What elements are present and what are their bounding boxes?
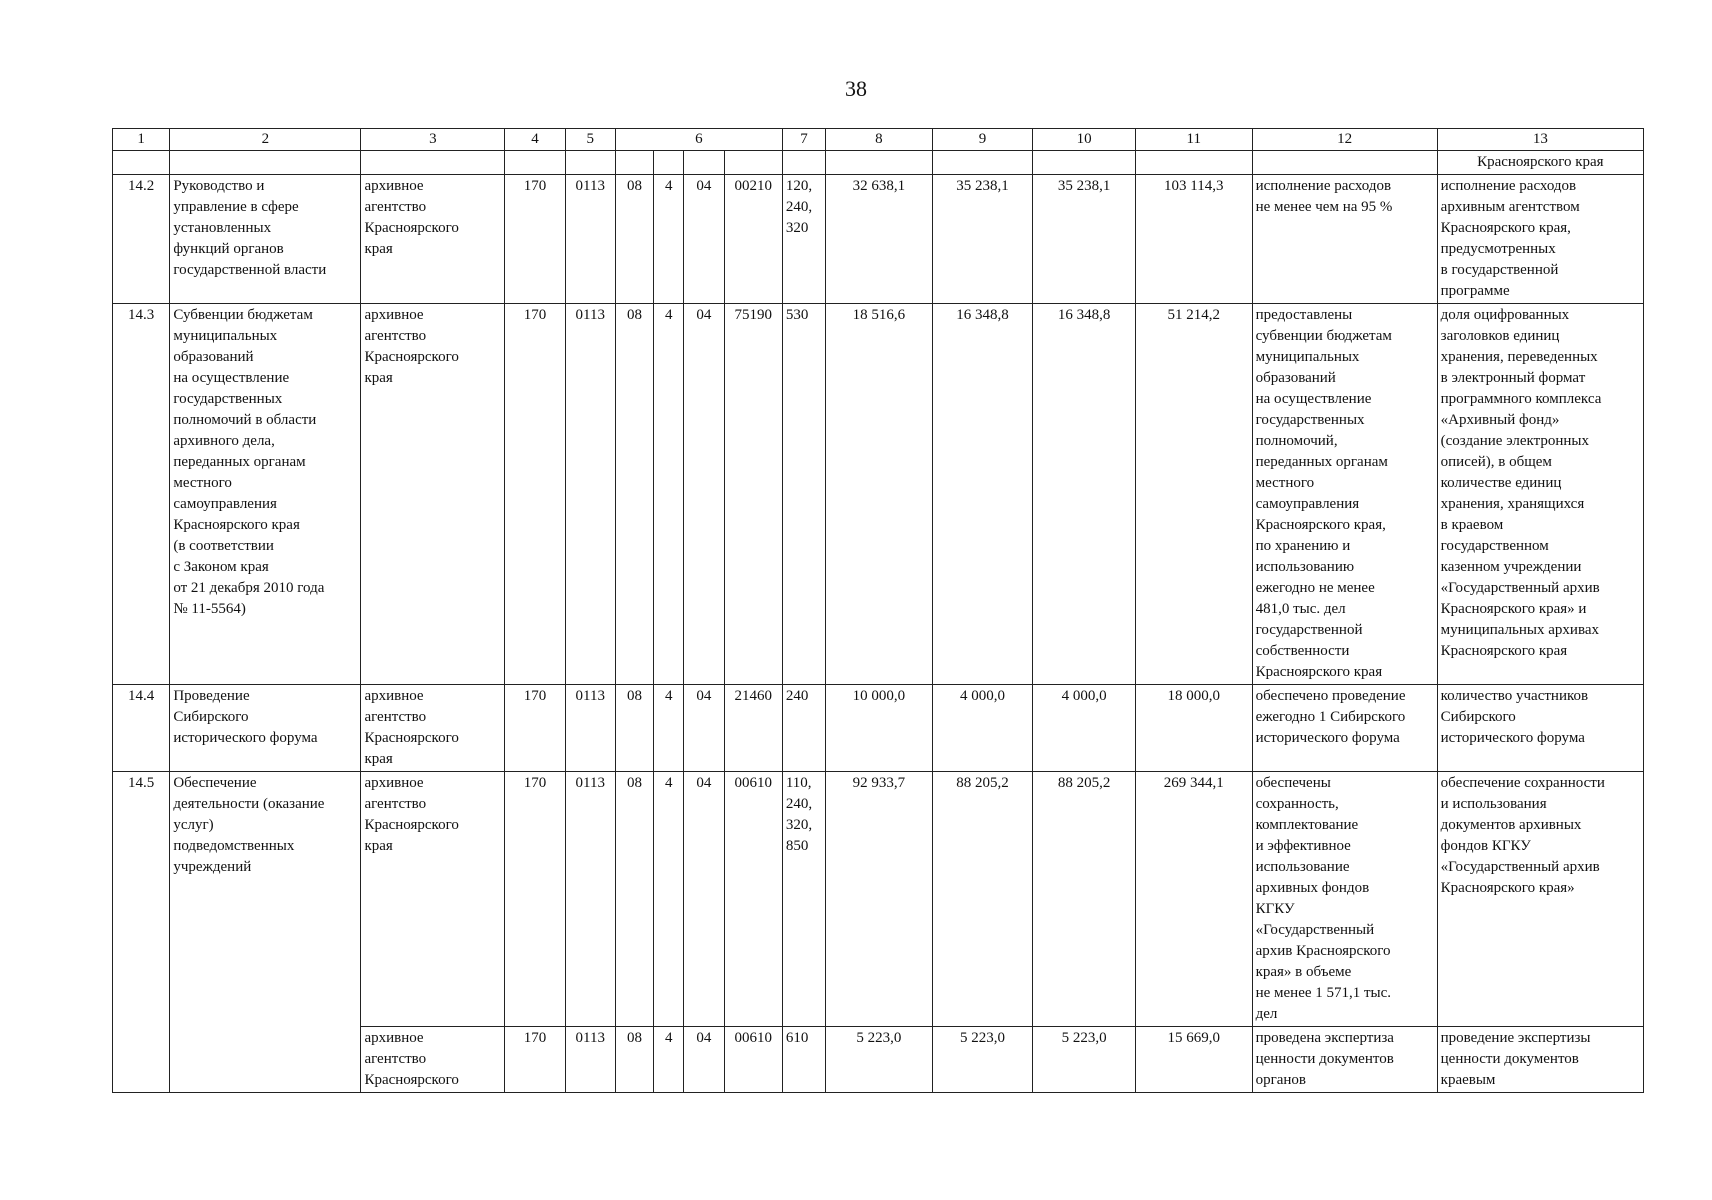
expected-result: предоставлены субвенции бюджетам муниципальных образований на осуществление государственных полномочий, переданных органам местного самоуправления Красноярского края, по хранению и использованию ежегодно не менее 481,0 тыс. дел государственной собственности Красноярского края [1255,307,1392,680]
activity-name: Руководство и управление в сфере установленных функций органов государственной власти [173,178,327,278]
amount-total: 15 669,0 [1135,1027,1252,1093]
amount-year-1: 10 000,0 [826,685,933,772]
csr-part-1: 08 [615,772,653,1027]
header-cell: 1 [113,129,170,151]
header-cell: 6 [615,129,782,151]
header-cell: 13 [1437,129,1643,151]
csr-part-4: 00210 [724,175,782,304]
csr-part-2: 4 [654,1027,684,1093]
csr-part-4: 00610 [724,1027,782,1093]
csr-part-2: 4 [654,685,684,772]
csr-part-3: 04 [684,304,724,685]
row-number: 14.5 [113,772,170,1093]
amount-year-1: 32 638,1 [826,175,933,304]
continuation-row [113,151,1644,175]
vr-code: 110, 240, 320, 850 [785,775,813,854]
expected-result: обеспечено проведение ежегодно 1 Сибирского исторического форума [1255,688,1406,746]
amount-total: 103 114,3 [1135,175,1252,304]
agency-name: архивное агентство Красноярского края [364,307,459,386]
csr-part-3: 04 [684,685,724,772]
agency-name: архивное агентство Красноярского края [364,178,459,257]
amount-year-2: 16 348,8 [932,304,1033,685]
vr-code: 610 [785,1030,809,1046]
csr-part-4: 00610 [724,772,782,1027]
row-number: 14.3 [113,304,170,685]
target-indicator: проведение экспертизы ценности документов краевым [1440,1030,1591,1088]
rzpr-code: 0113 [565,1027,615,1093]
amount-total: 18 000,0 [1135,685,1252,772]
row-number: 14.4 [113,685,170,772]
agency-name: архивное агентство Красноярского [364,1030,459,1088]
csr-part-1: 08 [615,685,653,772]
header-cell: 7 [782,129,825,151]
csr-part-1: 08 [615,175,653,304]
amount-year-3: 35 238,1 [1033,175,1136,304]
amount-year-1: 5 223,0 [826,1027,933,1093]
expected-result: исполнение расходов не менее чем на 95 % [1255,178,1393,215]
amount-year-1: 18 516,6 [826,304,933,685]
activity-name: Проведение Сибирского исторического форума [173,688,318,746]
csr-part-4: 75190 [724,304,782,685]
csr-part-1: 08 [615,1027,653,1093]
amount-total: 269 344,1 [1135,772,1252,1027]
header-cell: 5 [565,129,615,151]
rzpr-code: 0113 [565,175,615,304]
amount-year-2: 4 000,0 [932,685,1033,772]
activity-name: Обеспечение деятельности (оказание услуг) подведомственных учреждений [173,775,325,875]
csr-part-2: 4 [654,304,684,685]
page-number: 38 [845,76,867,101]
csr-part-4: 21460 [724,685,782,772]
program-activities-table [112,128,1644,1093]
csr-part-1: 08 [615,304,653,685]
expected-result: обеспечены сохранность, комплектование и эффективное использование архивных фондов КГКУ «Государственный архив Красноярского края» в объеме не менее 1 571,1 тыс. дел [1255,775,1392,1022]
header-cell: 9 [932,129,1033,151]
header-cell: 10 [1033,129,1136,151]
header-cell: 3 [361,129,505,151]
csr-part-3: 04 [684,1027,724,1093]
target-indicator: обеспечение сохранности и использования документов архивных фондов КГКУ «Государственный архив Красноярского края» [1440,775,1605,896]
grbs-code: 170 [505,772,565,1027]
activity-name: Субвенции бюджетам муниципальных образований на осуществление государственных полномочий в области архивного дела, переданных органам местного самоуправления Красноярского края (в соответствии с Законом края от 21 декабря 2010 года № 11-5564) [173,307,325,617]
header-cell: 2 [170,129,361,151]
header-cell: 11 [1135,129,1252,151]
amount-total: 51 214,2 [1135,304,1252,685]
target-indicator: доля оцифрованных заголовков единиц хранения, переведенных в электронный формат программного комплекса «Архивный фонд» (создание электронных описей), в общем количестве единиц хранения, хранящихся в краевом государственном казенном учреждении «Государственный архив Красноярского края» и муниципальных архивах Красноярского края [1440,307,1602,659]
grbs-code: 170 [505,304,565,685]
row-number: 14.2 [113,175,170,304]
target-indicator: исполнение расходов архивным агентством Красноярского края, предусмотренных в государственной программе [1440,178,1580,299]
csr-part-3: 04 [684,772,724,1027]
header-cell: 8 [826,129,933,151]
table-row [113,772,1644,1027]
amount-year-3: 5 223,0 [1033,1027,1136,1093]
agency-name: архивное агентство Красноярского края [364,775,459,854]
header-cell: 12 [1252,129,1437,151]
vr-code: 530 [785,307,809,323]
agency-name: архивное агентство Красноярского края [364,688,459,767]
continuation-text: Красноярского края [1437,151,1643,175]
csr-part-2: 4 [654,772,684,1027]
table-row [113,304,1644,685]
amount-year-3: 16 348,8 [1033,304,1136,685]
target-indicator: количество участников Сибирского исторического форума [1440,688,1589,746]
amount-year-1: 92 933,7 [826,772,933,1027]
rzpr-code: 0113 [565,304,615,685]
amount-year-3: 88 205,2 [1033,772,1136,1027]
grbs-code: 170 [505,1027,565,1093]
amount-year-2: 5 223,0 [932,1027,1033,1093]
csr-part-2: 4 [654,175,684,304]
header-cell: 4 [505,129,565,151]
amount-year-2: 35 238,1 [932,175,1033,304]
table-row [113,175,1644,304]
amount-year-3: 4 000,0 [1033,685,1136,772]
table-row [113,685,1644,772]
grbs-code: 170 [505,175,565,304]
rzpr-code: 0113 [565,772,615,1027]
amount-year-2: 88 205,2 [932,772,1033,1027]
grbs-code: 170 [505,685,565,772]
expected-result: проведена экспертиза ценности документов органов [1255,1030,1394,1088]
column-number-row [113,129,1644,151]
vr-code: 240 [785,688,809,704]
rzpr-code: 0113 [565,685,615,772]
vr-code: 120, 240, 320 [785,178,813,236]
csr-part-3: 04 [684,175,724,304]
